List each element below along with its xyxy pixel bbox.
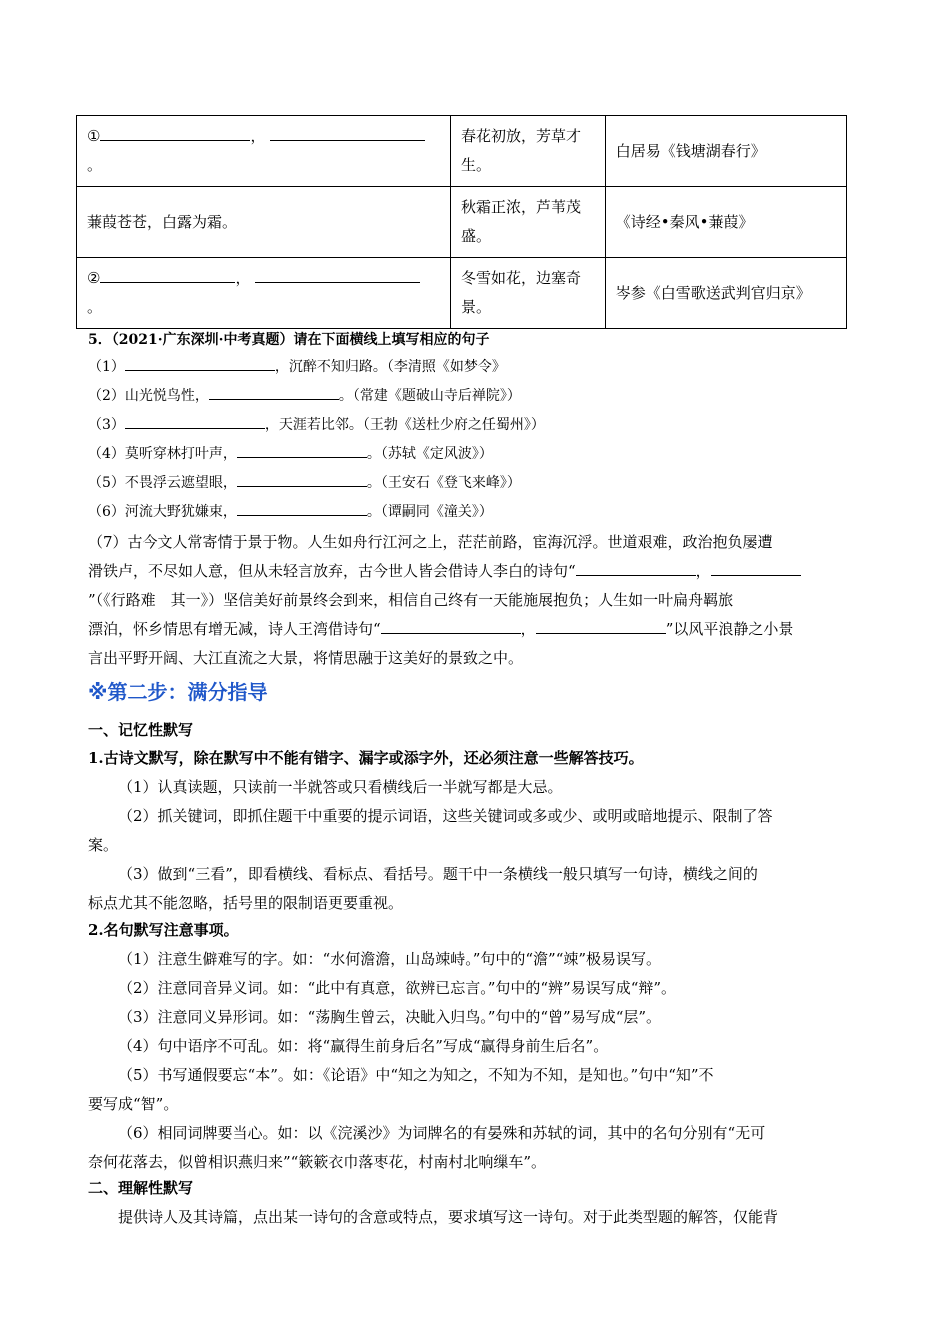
subsection-title: 2.名句默写注意事项。 (88, 921, 239, 939)
subsection-title: 1.古诗文默写，除在默写中不能有错字、漏字或添字外，还必须注意一些解答技巧。 (88, 749, 644, 767)
fill-blank[interactable] (255, 266, 420, 283)
poem-table (76, 115, 847, 329)
list-item: 标点尤其不能忽略，括号里的限制语更要重视。 (88, 894, 404, 912)
fill-blank[interactable] (711, 559, 801, 576)
table-cell-scene: 秋霜正浓，芦苇茂盛。 (450, 187, 605, 258)
fill-blank[interactable] (100, 266, 235, 283)
question-item: （2）山光悦鸟性， 。（常建《题破山寺后禅院》） (88, 382, 868, 411)
fill-blank[interactable] (237, 499, 367, 516)
table-cell-verse: ② ， 。 (77, 258, 451, 329)
table-cell-source: 《诗经•秦风•蒹葭》 (605, 187, 846, 258)
list-item: 奈何花落去，似曾相识燕归来”“簌簌衣巾落枣花，村南村北响缫车”。 (88, 1153, 547, 1171)
paragraph: 提供诗人及其诗篇，点出某一诗句的含意或特点，要求填写这一诗句。对于此类型题的解答，仅能背 (118, 1208, 779, 1226)
table-cell-source: 白居易《钱塘湖春行》 (605, 116, 846, 187)
question-item: （1） ，沉醉不知归路。（李清照《如梦令》 (88, 353, 868, 382)
section-title: 一、记忆性默写 (88, 721, 194, 739)
question-item: （3） ，天涯若比邻。（王勃《送杜少府之任蜀州》） (88, 411, 868, 440)
table-row (77, 116, 847, 187)
question-item-7: （7）古今文人常寄情于景于物。人生如舟行江河之上，茫茫前路，宦海沉浮。世道艰难，政治抱负屡遭 滑铁卢，不尽如人意，但从未轻言放弃，古今世人皆会借诗人李白的诗句“ ， ”（《行路难 其一》）坚信美好前景终会到来，相信自己终有一天能施展抱负；人生如一叶扁舟羁旅 漂泊，怀乡情思有增无减，诗人王湾借诗句“ ， ”以风平浪静之小景 言出平野开阔、大江直流之大景，将情思融于这美好的景致之中。 (88, 528, 864, 673)
table-cell-verse: ① ， 。 (77, 116, 451, 187)
fill-blank[interactable] (125, 354, 275, 371)
table-cell-scene: 冬雪如花，边塞奇景。 (450, 258, 605, 329)
fill-blank[interactable] (536, 617, 666, 634)
table-row (77, 187, 847, 258)
blank-marker: ① (87, 127, 101, 145)
list-item: （3）注意同义异形词。如：“荡胸生曾云，决眦入归鸟。”句中的“曾”易写成“层”。 (118, 1008, 662, 1026)
table-cell-scene: 春花初放，芳草才生。 (450, 116, 605, 187)
list-item: （6）相同词牌要当心。如：以《浣溪沙》为词牌名的有晏殊和苏轼的词，其中的名句分别有“无可 (118, 1124, 766, 1142)
fill-blank[interactable] (270, 124, 425, 141)
question-title: 5．（2021·广东深圳·中考真题）请在下面横线上填写相应的句子 (88, 332, 490, 348)
table-row (77, 258, 847, 329)
question-item: （6）河流大野犹嫌束， 。（谭嗣同《潼关》） (88, 498, 868, 527)
section-title: 二、理解性默写 (88, 1179, 194, 1197)
list-item: 要写成“智”。 (88, 1095, 179, 1113)
fill-blank[interactable] (125, 412, 265, 429)
fill-blank[interactable] (381, 617, 521, 634)
question-5 (88, 329, 868, 527)
list-item: （2）抓关键词，即抓住题干中重要的提示词语，这些关键词或多或少、或明或暗地提示、限制了答 (118, 807, 773, 825)
list-item: （1）注意生僻难写的字。如：“水何澹澹，山岛竦峙。”句中的“澹”“竦”极易误写。 (118, 950, 662, 968)
blank-marker: ② (87, 269, 101, 287)
fill-blank[interactable] (237, 470, 367, 487)
tips-list-2 (88, 945, 864, 1177)
section-heading: ※第二步：满分指导 (88, 680, 268, 704)
list-item: （2）注意同音异义词。如：“此中有真意，欲辨已忘言。”句中的“辨”易误写成“辩”。 (118, 979, 677, 997)
table-cell-source: 岑参《白雪歌送武判官归京》 (605, 258, 846, 329)
list-item: （1）认真读题，只读前一半就答或只看横线后一半就写都是大忌。 (118, 778, 563, 796)
list-item: （3）做到“三看”，即看横线、看标点、看括号。题干中一条横线一般只填写一句诗，横线之间的 (118, 865, 758, 883)
fill-blank[interactable] (209, 383, 339, 400)
list-item: （5）书写通假要忘“本”。如：《论语》中“知之为知之，不知为不知，是知也。”句中“知”不 (118, 1066, 714, 1084)
fill-blank[interactable] (576, 559, 696, 576)
list-item: （4）句中语序不可乱。如：将“赢得生前身后名”写成“赢得身前生后名”。 (118, 1037, 609, 1055)
question-item: （4）莫听穿林打叶声， 。（苏轼《定风波》） (88, 440, 868, 469)
fill-blank[interactable] (237, 441, 367, 458)
tips-list-1 (88, 773, 864, 918)
fill-blank[interactable] (100, 124, 250, 141)
list-item: 案。 (88, 836, 119, 854)
table-cell-verse: 蒹葭苍苍，白露为霜。 (77, 187, 451, 258)
question-item: （5）不畏浮云遮望眼， 。（王安石《登飞来峰》） (88, 469, 868, 498)
